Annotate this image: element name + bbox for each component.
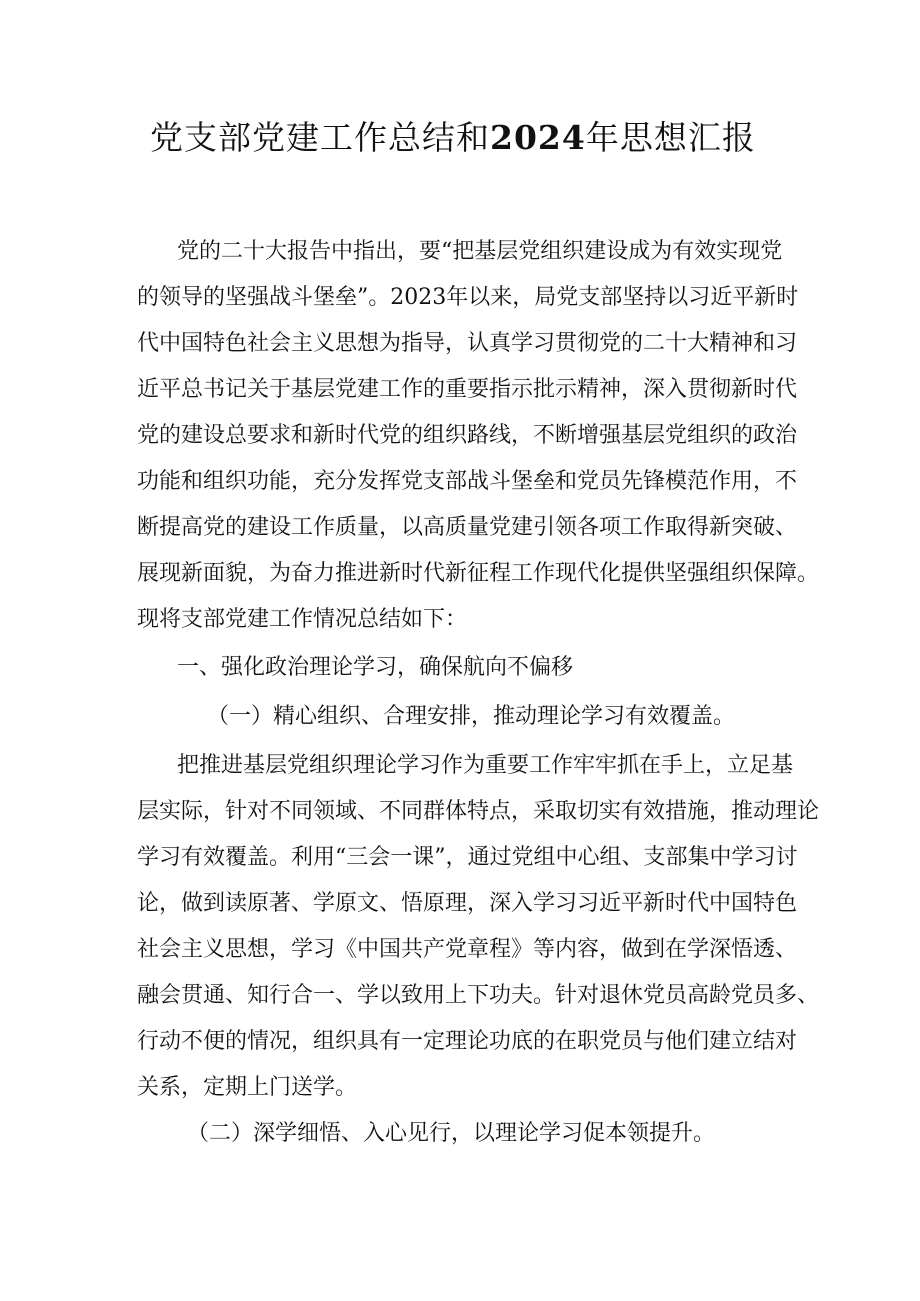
paragraph-1-line-2: 的领导的坚强战斗堡垒”。2023年以来，局党支部坚持以习近平新时 <box>137 285 799 310</box>
title-prefix: 党支部党建工作总结和 <box>150 118 490 157</box>
paragraph-1-line-3: 代中国特色社会主义思想为指导，认真学习贯彻党的二十大精神和习 <box>137 331 798 356</box>
section-heading-1: 一、强化政治理论学习，确保航向不偏移 <box>177 655 574 680</box>
paragraph-2-line-5: 社会主义思想，学习《中国共产党章程》等内容，做到在学深悟透、 <box>137 937 798 962</box>
paragraph-1-line-9: 现将支部党建工作情况总结如下： <box>137 607 468 632</box>
document-title <box>150 112 850 164</box>
subsection-heading-2: （二）深学细悟、入心见行，以理论学习促本领提升。 <box>187 1121 716 1146</box>
paragraph-2-line-3: 学习有效覆盖。利用“三会一课”，通过党组中心组、支部集中学习讨 <box>137 845 798 870</box>
paragraph-2-line-4: 论，做到读原著、学原文、悟原理，深入学习习近平新时代中国特色 <box>137 891 798 916</box>
paragraph-1-line-4: 近平总书记关于基层党建工作的重要指示批示精神，深入贯彻新时代 <box>137 377 798 402</box>
paragraph-1-line-5: 党的建设总要求和新时代党的组织路线，不断增强基层党组织的政治 <box>137 423 798 448</box>
paragraph-1-line-7: 断提高党的建设工作质量，以高质量党建引领各项工作取得新突破、 <box>137 515 798 540</box>
paragraph-1-line-1: 党的二十大报告中指出，要“把基层党组织建设成为有效实现党 <box>177 239 783 264</box>
paragraph-1-line-8: 展现新面貌，为奋力推进新时代新征程工作现代化提供坚强组织保障。 <box>137 561 820 586</box>
paragraph-2-line-7: 行动不便的情况，组织具有一定理论功底的在职党员与他们建立结对 <box>137 1029 798 1054</box>
paragraph-2-line-1: 把推进基层党组织理论学习作为重要工作牢牢抓在手上，立足基 <box>177 753 794 778</box>
paragraph-2-line-2: 层实际，针对不同领域、不同群体特点，采取切实有效措施，推动理论 <box>137 799 820 824</box>
paragraph-1-line-6: 功能和组织功能，充分发挥党支部战斗堡垒和党员先锋模范作用，不 <box>137 469 798 494</box>
paragraph-2-line-6: 融会贯通、知行合一、学以致用上下功夫。针对退休党员高龄党员多、 <box>137 983 820 1008</box>
title-year: 2024 <box>490 118 586 157</box>
paragraph-2-line-8: 关系，定期上门送学。 <box>137 1075 358 1100</box>
subsection-heading-1: （一）精心组织、合理安排，推动理论学习有效覆盖。 <box>207 704 736 729</box>
title-suffix: 年思想汇报 <box>585 118 756 157</box>
